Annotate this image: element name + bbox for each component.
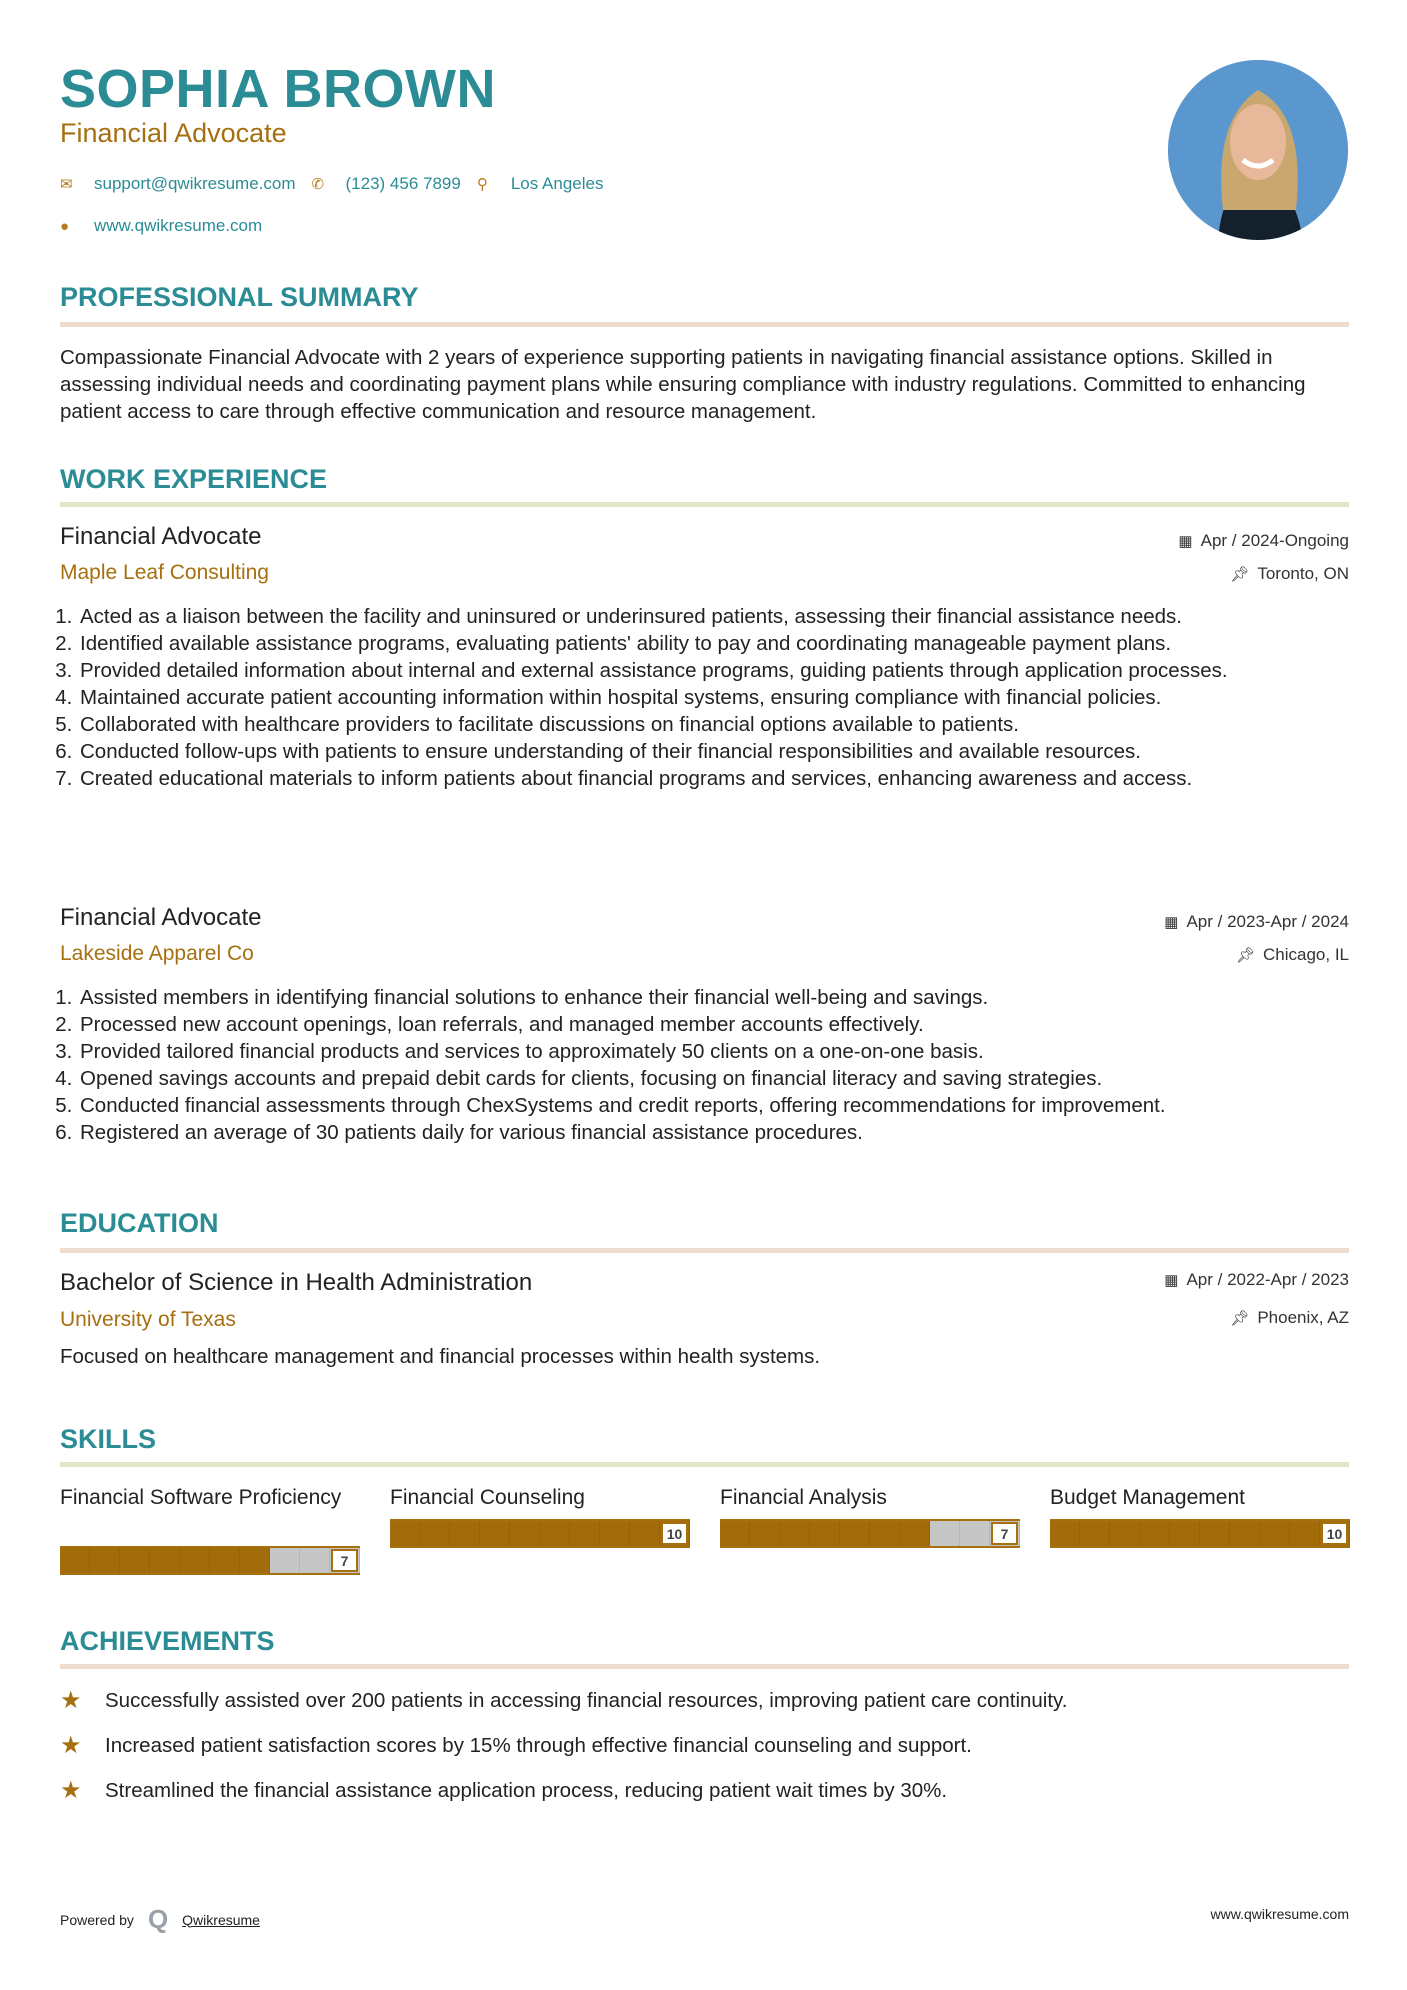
job-title: Financial Advocate [60,523,262,550]
skill-level-value: 7 [991,1522,1018,1545]
envelope-icon: ✉ [60,176,73,193]
calendar-icon: ▦ [1164,914,1179,931]
bar-segment [450,1521,480,1546]
bullet-item: 1. Acted as a liaison between the facility and uninsured or underinsured patients, assessing their financial assistance needs. [78,603,1355,630]
bar-segment [1290,1521,1320,1546]
education-heading: EDUCATION [60,1208,219,1238]
bar-segment [1200,1521,1230,1546]
divider [60,1462,1349,1467]
bar-segment [180,1548,210,1573]
skill-level-value: 10 [661,1522,688,1545]
bar-segment [270,1548,300,1573]
skill-item [1050,1484,1350,1548]
skill-level-bar [390,1519,690,1548]
skill-level-value: 10 [1321,1522,1348,1545]
bar-segment [1170,1521,1200,1546]
bar-segment [1140,1521,1170,1546]
bar-segment [300,1548,330,1573]
company-name: Maple Leaf Consulting [60,561,269,584]
job-bullets [60,984,1355,1146]
company-name: Lakeside Apparel Co [60,942,254,965]
pushpin-icon: 📌︎ [1230,1310,1250,1327]
experience-heading: WORK EXPERIENCE [60,464,328,494]
bar-segment [870,1521,900,1546]
pushpin-icon: 📌︎ [1235,947,1255,964]
skill-level-bar [1050,1519,1350,1548]
education-location [1230,1308,1349,1328]
skill-item [390,1484,690,1548]
school: University of Texas [60,1308,236,1331]
phone-text: (123) 456 7899 [345,174,461,193]
bar-segment [150,1548,180,1573]
bar-segment [900,1521,930,1546]
skill-level-value: 7 [331,1549,358,1572]
star-icon: ★ [60,1732,82,1759]
bar-segment [930,1521,960,1546]
skill-name: Budget Management [1050,1486,1245,1509]
bullet-item: 6. Conducted follow-ups with patients to ensure understanding of their financial responsibilities and available resources. [78,738,1355,765]
bar-segment [390,1521,420,1546]
bar-segment [810,1521,840,1546]
job-title: Financial Advocate [60,904,262,931]
bar-segment [210,1548,240,1573]
bullet-item: 4. Opened savings accounts and prepaid debit cards for clients, focusing on financial literacy and saving strategies. [78,1065,1355,1092]
achievement-text: Streamlined the financial assistance application process, reducing patient wait times by 30%. [105,1778,948,1802]
bar-segment [960,1521,990,1546]
bar-segment [600,1521,630,1546]
education-date [1164,1270,1349,1290]
bullet-item: 5. Collaborated with healthcare providers to facilitate discussions on financial options available to patients. [78,711,1355,738]
bar-segment [840,1521,870,1546]
date-text: Apr / 2022-Apr / 2023 [1186,1270,1349,1289]
skill-level-bar [720,1519,1020,1548]
education-description: Focused on healthcare management and financial processes within health systems. [60,1345,821,1368]
bar-segment [1050,1521,1080,1546]
job-location [1236,945,1349,965]
candidate-name: SOPHIA BROWN [60,59,496,119]
bullet-item: 7. Created educational materials to inform patients about financial programs and services, enhancing awareness and access. [78,765,1355,792]
brand-link[interactable]: Qwikresume [182,1911,260,1928]
job-location [1230,564,1349,584]
bar-segment [570,1521,600,1546]
candidate-title: Financial Advocate [60,118,287,148]
skill-name: Financial Analysis [720,1486,887,1509]
bullet-item: 3. Provided tailored financial products and services to approximately 50 clients on a one-on-one basis. [78,1038,1355,1065]
skills-heading: SKILLS [60,1424,157,1454]
bullet-item: 2. Identified available assistance programs, evaluating patients' ability to pay and coordinating manageable payment plans. [78,630,1355,657]
pushpin-icon: 📌︎ [1230,566,1250,583]
bar-segment [780,1521,810,1546]
bar-segment [750,1521,780,1546]
location-text: Phoenix, AZ [1257,1308,1349,1327]
calendar-icon: ▦ [1178,533,1193,550]
bar-segment [480,1521,510,1546]
bullet-item: 4. Maintained accurate patient accounting information within hospital systems, ensuring compliance with financial policies. [78,684,1355,711]
star-icon: ★ [60,1777,82,1804]
achievement-text: Increased patient satisfaction scores by 15% through effective financial counseling and support. [105,1733,972,1757]
location-text: Chicago, IL [1263,945,1349,964]
map-pin-icon: ⚲ [476,176,488,193]
bar-segment [630,1521,660,1546]
bullet-item: 1. Assisted members in identifying financial solutions to enhance their financial well-being and savings. [78,984,1355,1011]
bar-segment [510,1521,540,1546]
skill-level-bar [60,1546,360,1575]
bar-segment [720,1521,750,1546]
location-text: Los Angeles [510,174,604,193]
phone-icon: ✆ [311,176,325,193]
achievement-item [60,1686,1067,1715]
divider [60,502,1349,507]
date-text: Apr / 2023-Apr / 2024 [1186,912,1349,931]
skill-name: Financial Software Proficiency [60,1486,342,1509]
calendar-icon: ▦ [1164,1272,1179,1289]
qwikresume-logo-icon: Q [147,1904,169,1934]
location-text: Toronto, ON [1257,564,1349,583]
divider [60,1248,1349,1253]
website-link[interactable]: www.qwikresume.com [94,216,263,235]
contact-row [60,174,603,194]
bar-segment [90,1548,120,1573]
skill-item [60,1484,360,1575]
bar-segment [420,1521,450,1546]
email-link[interactable]: support@qwikresume.com [94,174,296,193]
job-bullets [60,603,1355,792]
bullet-item: 6. Registered an average of 30 patients daily for various financial assistance procedures. [78,1119,1355,1146]
footer-website[interactable]: www.qwikresume.com [1210,1906,1349,1922]
divider [60,1664,1349,1669]
globe-icon: ● [60,217,70,235]
job-date [1164,912,1349,932]
divider [60,322,1349,327]
bullet-item: 3. Provided detailed information about internal and external assistance programs, guiding patients through application processes. [78,657,1355,684]
achievement-text: Successfully assisted over 200 patients in accessing financial resources, improving patient care continuity. [105,1688,1068,1712]
job-date [1178,531,1349,551]
achievement-item [60,1731,972,1760]
bar-segment [240,1548,270,1573]
degree: Bachelor of Science in Health Administration [60,1269,533,1296]
bar-segment [1110,1521,1140,1546]
bar-segment [60,1548,90,1573]
powered-by-text: Powered by [60,1911,134,1928]
bar-segment [540,1521,570,1546]
bullet-item: 2. Processed new account openings, loan referrals, and managed member accounts effectively. [78,1011,1355,1038]
summary-heading: PROFESSIONAL SUMMARY [60,282,419,312]
bar-segment [1260,1521,1290,1546]
star-icon: ★ [60,1687,82,1714]
summary-text: Compassionate Financial Advocate with 2 years of experience supporting patients in navigating financial assistance options. Skilled in assessing individual needs and coordinating payment plans while ensuring compliance with industry regulations. Committed to enhancing patient access to care through effective communication and resource management. [60,346,1306,423]
profile-photo [1168,60,1348,240]
achievements-heading: ACHIEVEMENTS [60,1626,275,1656]
bar-segment [1230,1521,1260,1546]
skill-name: Financial Counseling [390,1486,585,1509]
achievement-item [60,1776,947,1805]
bar-segment [120,1548,150,1573]
footer-powered [60,1904,260,1935]
website-row [60,216,262,236]
bullet-item: 5. Conducted financial assessments through ChexSystems and credit reports, offering recommendations for improvement. [78,1092,1355,1119]
skill-item [720,1484,1020,1548]
date-text: Apr / 2024-Ongoing [1200,531,1349,550]
bar-segment [1080,1521,1110,1546]
